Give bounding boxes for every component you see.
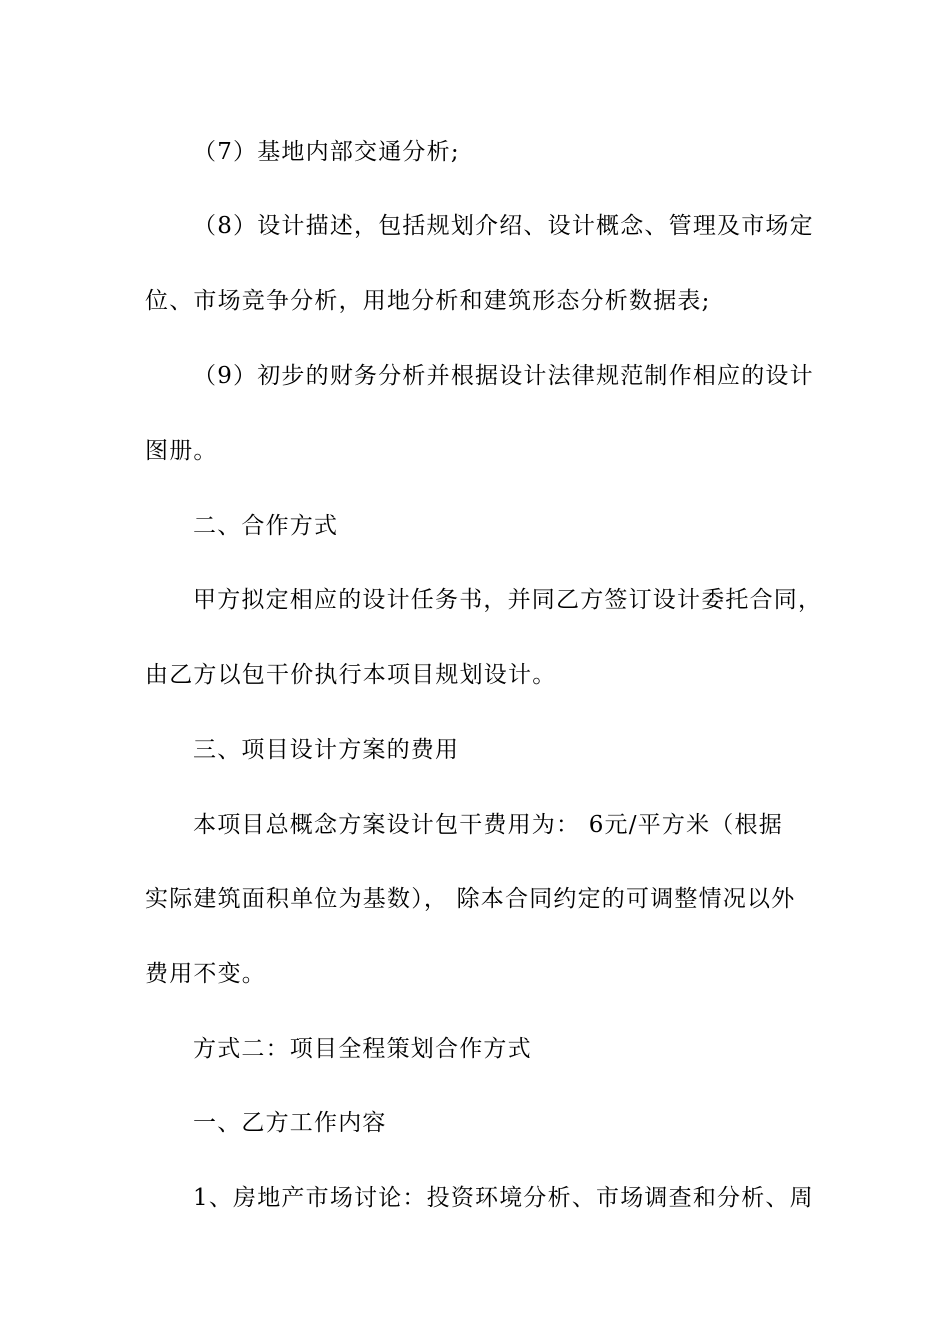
text-line: 甲方拟定相应的设计任务书，并同乙方签订设计委托合同， xyxy=(193,587,823,613)
text-line: 本项目总概念方案设计包干费用为： 6元/平方米（根据 xyxy=(193,812,783,838)
text-line: 实际建筑面积单位为基数）， 除本合同约定的可调整情况以外 xyxy=(145,886,796,912)
text-line: 由乙方以包干价执行本项目规划设计。 xyxy=(145,662,557,688)
text-line: 位、市场竞争分析，用地分析和建筑形态分析数据表; xyxy=(145,288,711,314)
text-line: 费用不变。 xyxy=(145,961,266,987)
section-heading: 二、合作方式 xyxy=(193,513,339,539)
section-heading: 三、项目设计方案的费用 xyxy=(193,737,460,763)
text-line: （8）设计描述，包括规划介绍、设计概念、管理及市场定 xyxy=(193,213,814,239)
text-line: 1、房地产市场讨论：投资环境分析、市场调查和分析、周 xyxy=(193,1185,814,1211)
text-line: （9）初步的财务分析并根据设计法律规范制作相应的设计 xyxy=(193,363,814,389)
section-heading: 一、乙方工作内容 xyxy=(193,1110,387,1136)
text-line: 图册。 xyxy=(145,438,218,464)
section-heading: 方式二：项目全程策划合作方式 xyxy=(193,1036,532,1062)
text-line: （7）基地内部交通分析; xyxy=(193,139,460,165)
